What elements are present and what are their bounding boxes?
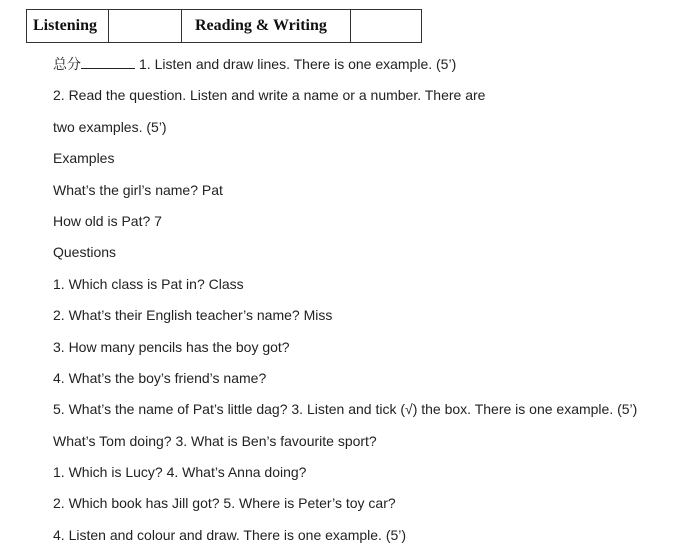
- listening-score-cell: [109, 10, 182, 43]
- text-line: 2. What’s their English teacher’s name? Miss: [53, 307, 333, 324]
- reading-writing-label: Reading & Writing: [182, 10, 351, 43]
- score-table-row: [27, 10, 422, 43]
- text-line: 2. Which book has Jill got? 5. Where is Peter’s toy car?: [53, 495, 396, 512]
- text-line: Questions: [53, 244, 117, 261]
- listening-label: Listening: [27, 10, 109, 43]
- total-score-line: [53, 53, 668, 84]
- text-line: two examples. (5’): [53, 118, 167, 135]
- text-line: 1. Which is Lucy? 4. What’s Anna doing?: [53, 464, 307, 481]
- text-line: 1. Which class is Pat in? Class: [53, 275, 244, 292]
- worksheet-text: [53, 53, 668, 555]
- text-line: 5. What’s the name of Pat’s little dag? 3. Listen and tick (√) the box. There is one example. (5’): [53, 401, 638, 418]
- text-line: 4. Listen and colour and draw. There is one example. (5’): [53, 526, 407, 543]
- text-line: 2. Read the question. Listen and write a name or a number. There are: [53, 87, 486, 104]
- text-line: Examples: [53, 150, 115, 167]
- text-line: How old is Pat? 7: [53, 212, 162, 229]
- score-table: [26, 9, 422, 43]
- text-line: 4. What’s the boy’s friend’s name?: [53, 369, 267, 386]
- text-line: What’s Tom doing? 3. What is Ben’s favourite sport?: [53, 432, 377, 449]
- text-line: 1. Listen and draw lines. There is one example. (5’): [139, 56, 457, 72]
- total-score-blank: [81, 54, 135, 69]
- reading-writing-score-cell: [351, 10, 422, 43]
- text-line: 3. How many pencils has the boy got?: [53, 338, 290, 355]
- text-line: What’s the girl’s name? Pat: [53, 181, 223, 198]
- total-score-label: 总分: [53, 56, 81, 72]
